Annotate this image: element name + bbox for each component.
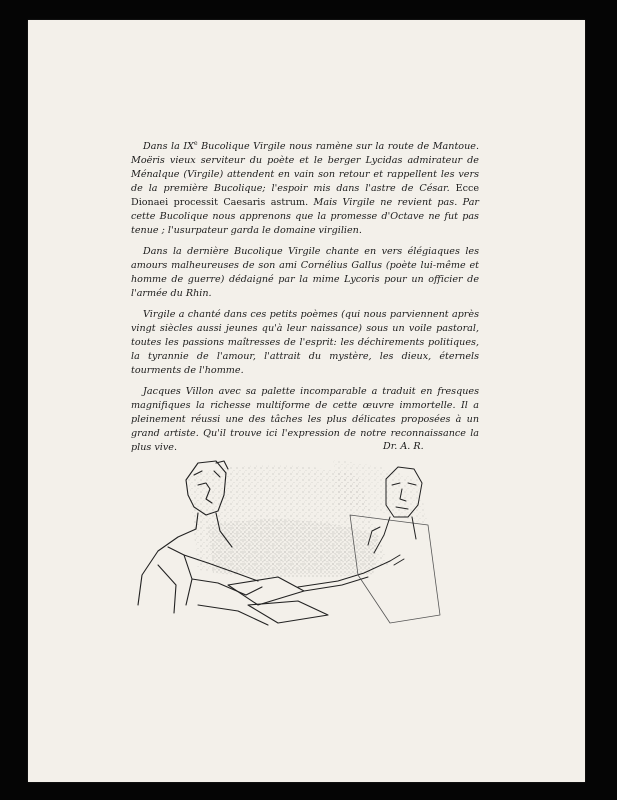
latin-quote: Ecce Dionaei processit Caesaris astrum.: [131, 183, 479, 209]
body-text: [131, 137, 479, 462]
paragraph-1-superscript: e: [194, 140, 198, 147]
signature: Dr. A. R.: [383, 441, 424, 452]
document-page: [28, 20, 585, 782]
paragraph-1: [131, 137, 479, 238]
paragraph-1-end: Mais Virgile ne revient pas. Par cette Bucolique nous apprenons que la promesse d'Octave ne fut pas tenue ; l'usurpateur garda le domaine virgilien.: [131, 197, 479, 237]
paragraph-1-start: Dans la IX: [143, 141, 195, 153]
paragraph-4: Jacques Villon avec sa palette incomparable a traduit en fresques magnifiques la richesse multiforme de cette œuvre immortelle. Il a pleinement réussi une des tâches les plus délicates proposées à un grand artiste. Qu'il trouve ici l'expression de notre reconnaissance la plus vive.: [131, 386, 479, 454]
paragraph-3: Virgile a chanté dans ces petits poèmes (qui nous parviennent après vingt siècles aussi jeunes qu'à leur naissance) sous un voile pastoral, toutes les passions maîtresses de l'esprit: les déchirements politiques, la tyrannie de l'amour, l'attrait du mystère, les dieux, éternels tourments de l'homme.: [131, 309, 479, 377]
paragraph-2: Dans la dernière Bucolique Virgile chante en vers élégiaques les amours malheureuses de son ami Cornélius Gallus (poète lui-même et homme de guerre) dédaigné par la mime Lycoris pour un officier de l'armée du Rhin.: [131, 246, 479, 300]
etching-illustration: [128, 455, 488, 630]
paragraph-1-body: Bucolique Virgile nous ramène sur la route de Mantoue. Moëris vieux serviteur du poète et le berger Lycidas admirateur de Ménalque (Virgile) attendent en vain son retour et rappellent les vers de la première Bucolique; l'espoir mis dans l'astre de César.: [131, 141, 479, 195]
